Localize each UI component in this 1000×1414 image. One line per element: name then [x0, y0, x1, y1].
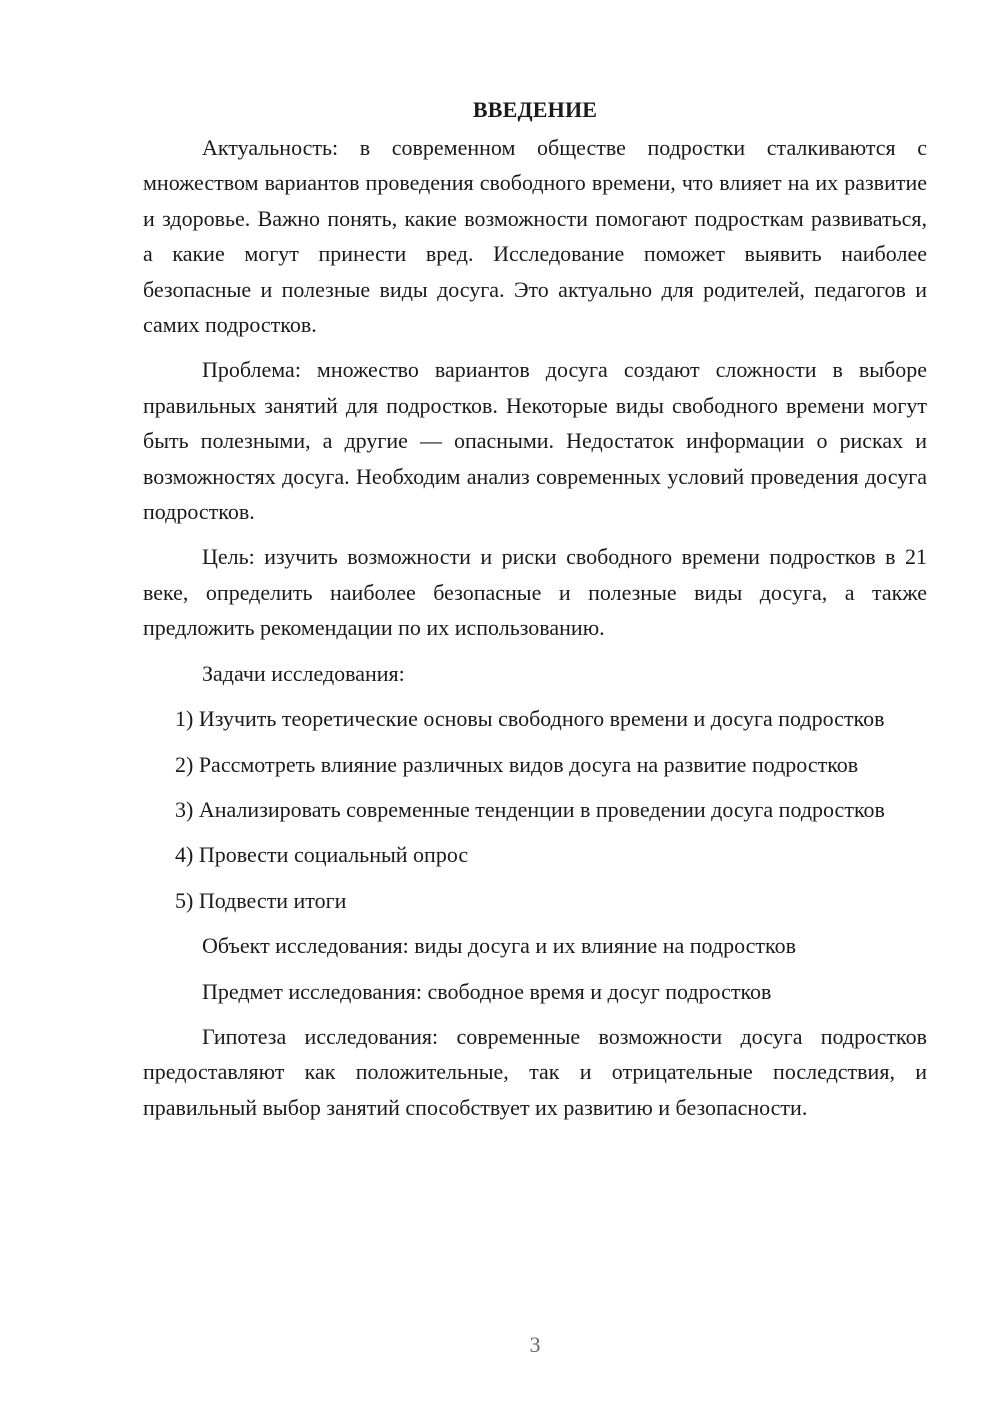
hypothesis-paragraph: Гипотеза исследования: современные возможности досуга подростков предоставляют как положительные, так и отрицательные последствия, и правильный выбор занятий способствует их развитию и безопасности. [143, 1023, 927, 1120]
goal-paragraph: Цель: изучить возможности и риски свободного времени подростков в 21 веке, определить наиболее безопасные и полезные виды досуга, а также предложить рекомендации по их использованию. [143, 544, 927, 641]
subject-paragraph: Предмет исследования: свободное время и досуг подростков [202, 978, 772, 1004]
document-page [143, 92, 927, 1135]
page-title: ВВЕДЕНИЕ [472, 97, 598, 122]
problem-paragraph: Проблема: множество вариантов досуга создают сложности в выборе правильных занятий для подростков. Некоторые виды свободного времени могут быть полезными, а другие — опасными. Недостаток информации о рисках и возможностях досуга. Необходим анализ современных условий проведения досуга подростков. [143, 357, 927, 525]
task-item-1: 1) Изучить теоретические основы свободного времени и досуга подростков [175, 706, 885, 732]
relevance-paragraph: Актуальность: в современном обществе подростки сталкиваются с множеством вариантов проведения свободного времени, что влияет на их развитие и здоровье. Важно понять, какие возможности помогают подросткам развиваться, а какие могут принести вред. Исследование поможет выявить наиболее безопасные и полезные виды досуга. Это актуально для родителей, педагогов и самих подростков. [143, 135, 927, 338]
task-item-3: 3) Анализировать современные тенденции в проведении досуга подростков [175, 796, 885, 822]
page-number: 3 [529, 1332, 541, 1357]
task-item-2: 2) Рассмотреть влияние различных видов досуга на развитие подростков [175, 751, 859, 777]
task-item-4: 4) Провести социальный опрос [175, 842, 469, 868]
object-paragraph: Объект исследования: виды досуга и их влияние на подростков [202, 933, 796, 959]
task-item-5: 5) Подвести итоги [175, 887, 347, 913]
tasks-heading: Задачи исследования: [202, 660, 405, 686]
